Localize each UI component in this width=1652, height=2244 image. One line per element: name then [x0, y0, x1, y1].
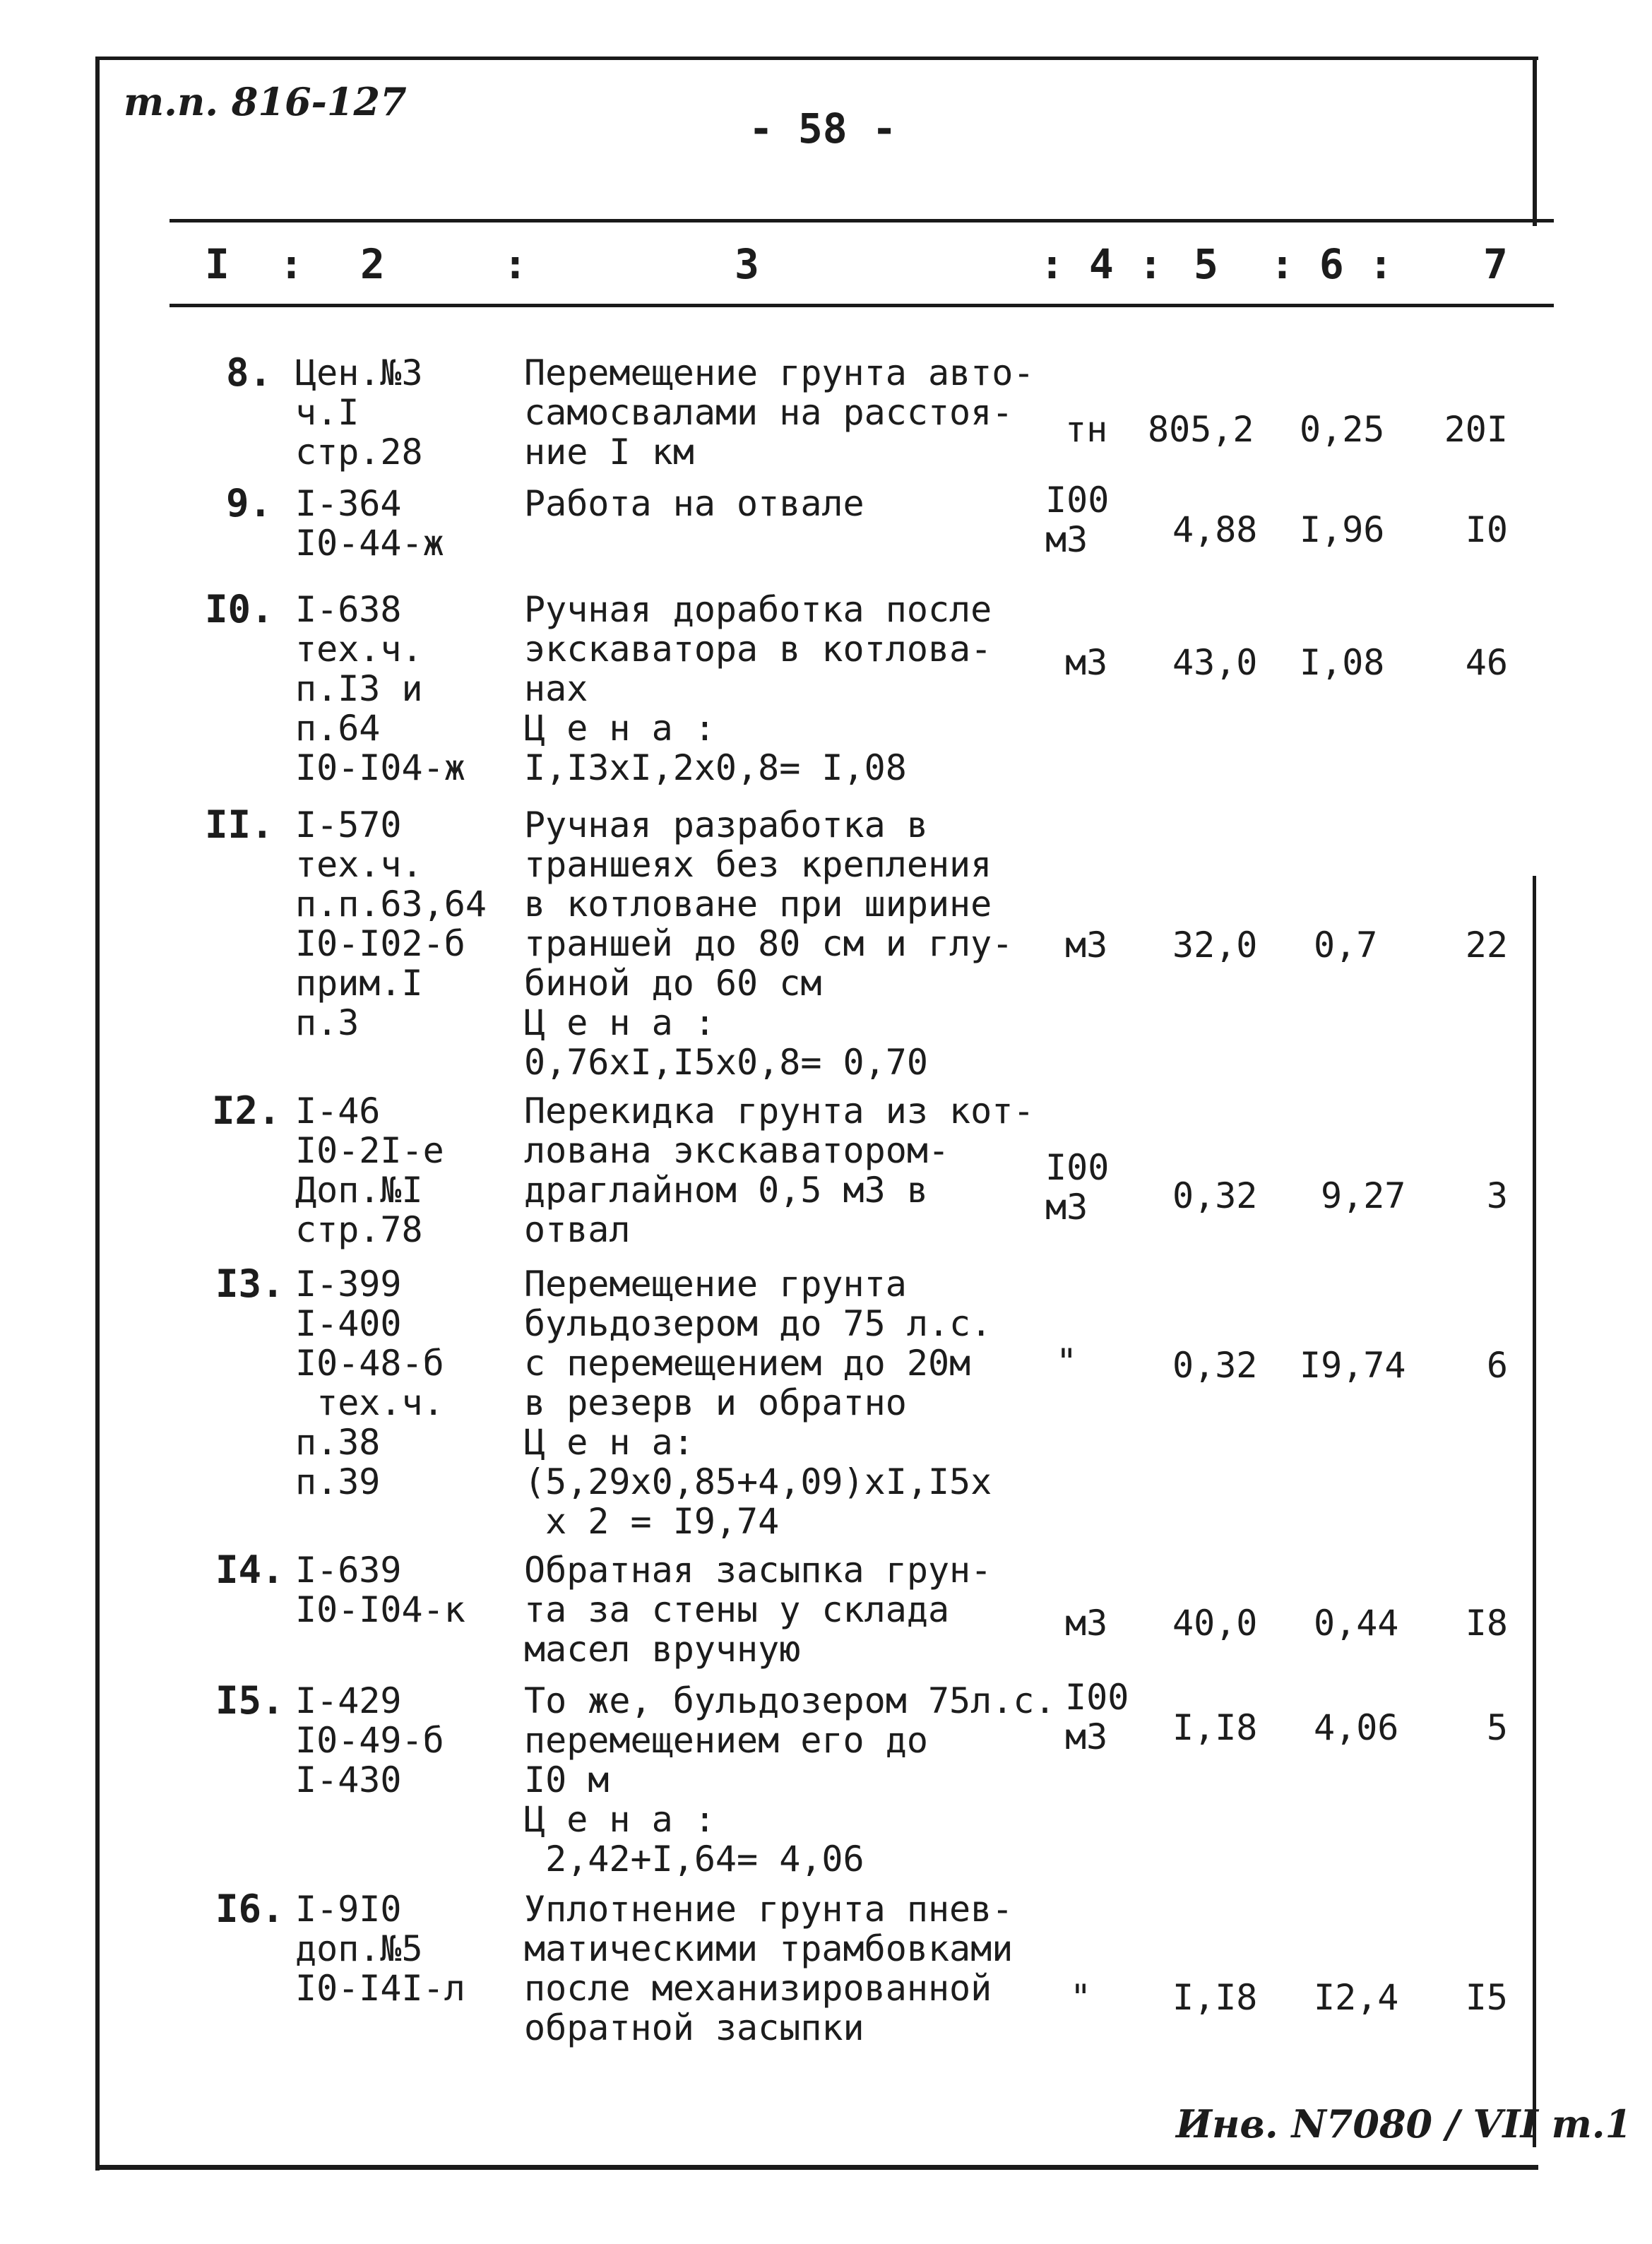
header-bottom-rule — [170, 304, 1554, 307]
row-number: I3. — [215, 1261, 285, 1306]
row-total: 3 — [1486, 1175, 1508, 1216]
row-unit: I00 м3 — [1045, 1147, 1110, 1228]
row-total: 20I — [1444, 409, 1508, 450]
row-number: I6. — [215, 1887, 285, 1931]
row-description: Обратная засыпка грун- та за стены у склада масел вручную — [524, 1550, 992, 1670]
row-number: I5. — [215, 1678, 285, 1723]
row-unit: I00 м3 — [1065, 1677, 1129, 1757]
row-description: Перемещение грунта бульдозером до 75 л.с. с перемещением до 20м в резерв и обратно Ц е н а: (5,29x0,85+4,09)xI,I5x x 2 = I9,74 — [524, 1264, 992, 1542]
col-header-6: : 6 : — [1270, 240, 1393, 288]
row-total: 6 — [1486, 1345, 1508, 1386]
row-unit: " — [1070, 1977, 1092, 2018]
row-unit: " — [1056, 1341, 1078, 1382]
row-description: Работа на отвале — [524, 483, 864, 524]
row-total: I0 — [1465, 509, 1508, 550]
row-code: I-429 I0-49-б I-430 — [295, 1680, 444, 1800]
row-unit-price: 0,25 — [1300, 409, 1385, 450]
row-code: Цен.№3 ч.I стр.28 — [295, 352, 423, 473]
col-header-sep-1: : — [279, 240, 304, 288]
row-description: Перемещение грунта авто- самосвалами на расстоя- ние I км — [524, 352, 1035, 473]
row-code: I-639 I0-I04-к — [295, 1550, 465, 1630]
row-number: II. — [205, 802, 274, 847]
frame-right-border-lower — [1533, 876, 1536, 2147]
row-total: I8 — [1465, 1603, 1508, 1644]
row-unit-price: 9,27 — [1321, 1175, 1406, 1216]
col-header-5: 5 — [1194, 240, 1218, 288]
col-header-sep-2: : — [503, 240, 528, 288]
row-quantity: I,I8 — [1172, 1977, 1258, 2018]
row-description: То же, бульдозером 75л.с. перемещением его до I0 м Ц е н а : 2,42+I,64= 4,06 — [524, 1680, 1056, 1880]
row-code: I-9I0 доп.№5 I0-I4I-л — [295, 1889, 465, 2009]
row-unit: тн — [1065, 409, 1108, 450]
row-total: 5 — [1486, 1707, 1508, 1748]
row-total: 46 — [1465, 642, 1508, 683]
row-unit-price: I,08 — [1300, 642, 1385, 683]
row-total: I5 — [1465, 1977, 1508, 2018]
row-description: Перекидка грунта из кот- лована экскаватором- драглайном 0,5 м3 в отвал — [524, 1091, 1035, 1250]
row-quantity: 32,0 — [1172, 925, 1258, 966]
row-code: I-638 тех.ч. п.I3 и п.64 I0-I04-ж — [295, 589, 465, 788]
row-unit-price: 0,44 — [1314, 1603, 1399, 1644]
row-quantity: 805,2 — [1148, 409, 1254, 450]
row-description: Ручная доработка после экскаватора в котлова- нах Ц е н а : I,I3xI,2x0,8= I,08 — [524, 589, 992, 788]
row-unit-price: I,96 — [1300, 509, 1385, 550]
row-quantity: 43,0 — [1172, 642, 1258, 683]
col-header-2: 2 — [360, 240, 385, 288]
document-code: т.п. 816-127 — [124, 79, 407, 124]
row-unit-price: 0,7 — [1314, 925, 1378, 966]
frame-bottom-border — [95, 2165, 1538, 2170]
row-number: 8. — [226, 350, 273, 395]
frame-right-border — [1533, 57, 1537, 226]
row-quantity: 0,32 — [1172, 1175, 1258, 1216]
row-number: I0. — [205, 587, 274, 631]
row-description: Уплотнение грунта пнев- матическими трамбовками после механизированной обратной засыпки — [524, 1889, 1014, 2048]
row-code: I-364 I0-44-ж — [295, 483, 444, 564]
row-unit-price: 4,06 — [1314, 1707, 1399, 1748]
frame-top-border — [95, 57, 1538, 60]
row-description: Ручная разработка в траншеях без крепления в котловане при ширине траншей до 80 см и глу- биной до 60 см Ц е н а : 0,76xI,I5x0,8= 0,70 — [524, 805, 1014, 1083]
col-header-7: 7 — [1483, 240, 1508, 288]
row-number: I2. — [212, 1088, 281, 1133]
row-quantity: 4,88 — [1172, 509, 1258, 550]
page-number: - 58 - — [749, 105, 897, 153]
row-unit: м3 — [1065, 1603, 1108, 1644]
row-unit: I00 м3 — [1045, 480, 1110, 560]
row-code: I-570 тех.ч. п.п.63,64 I0-I02-б прим.I п.3 — [295, 805, 487, 1043]
col-header-3: 3 — [735, 240, 759, 288]
row-unit-price: I9,74 — [1300, 1345, 1406, 1386]
inventory-note: Инв. N7080 / VII т.1 — [1176, 2101, 1632, 2147]
row-quantity: 40,0 — [1172, 1603, 1258, 1644]
row-number: 9. — [226, 481, 273, 526]
row-total: 22 — [1465, 925, 1508, 966]
row-quantity: I,I8 — [1172, 1707, 1258, 1748]
row-number: I4. — [215, 1548, 285, 1592]
row-unit-price: I2,4 — [1314, 1977, 1399, 2018]
row-quantity: 0,32 — [1172, 1345, 1258, 1386]
col-header-4: : 4 : — [1040, 240, 1163, 288]
row-code: I-399 I-400 I0-48-б тех.ч. п.38 п.39 — [295, 1264, 444, 1502]
row-code: I-46 I0-2I-е Доп.№I стр.78 — [295, 1091, 444, 1250]
frame-left-border — [95, 57, 100, 2171]
row-unit: м3 — [1065, 642, 1108, 683]
row-unit: м3 — [1065, 925, 1108, 966]
col-header-1: I — [205, 240, 230, 288]
header-top-rule — [170, 219, 1554, 222]
